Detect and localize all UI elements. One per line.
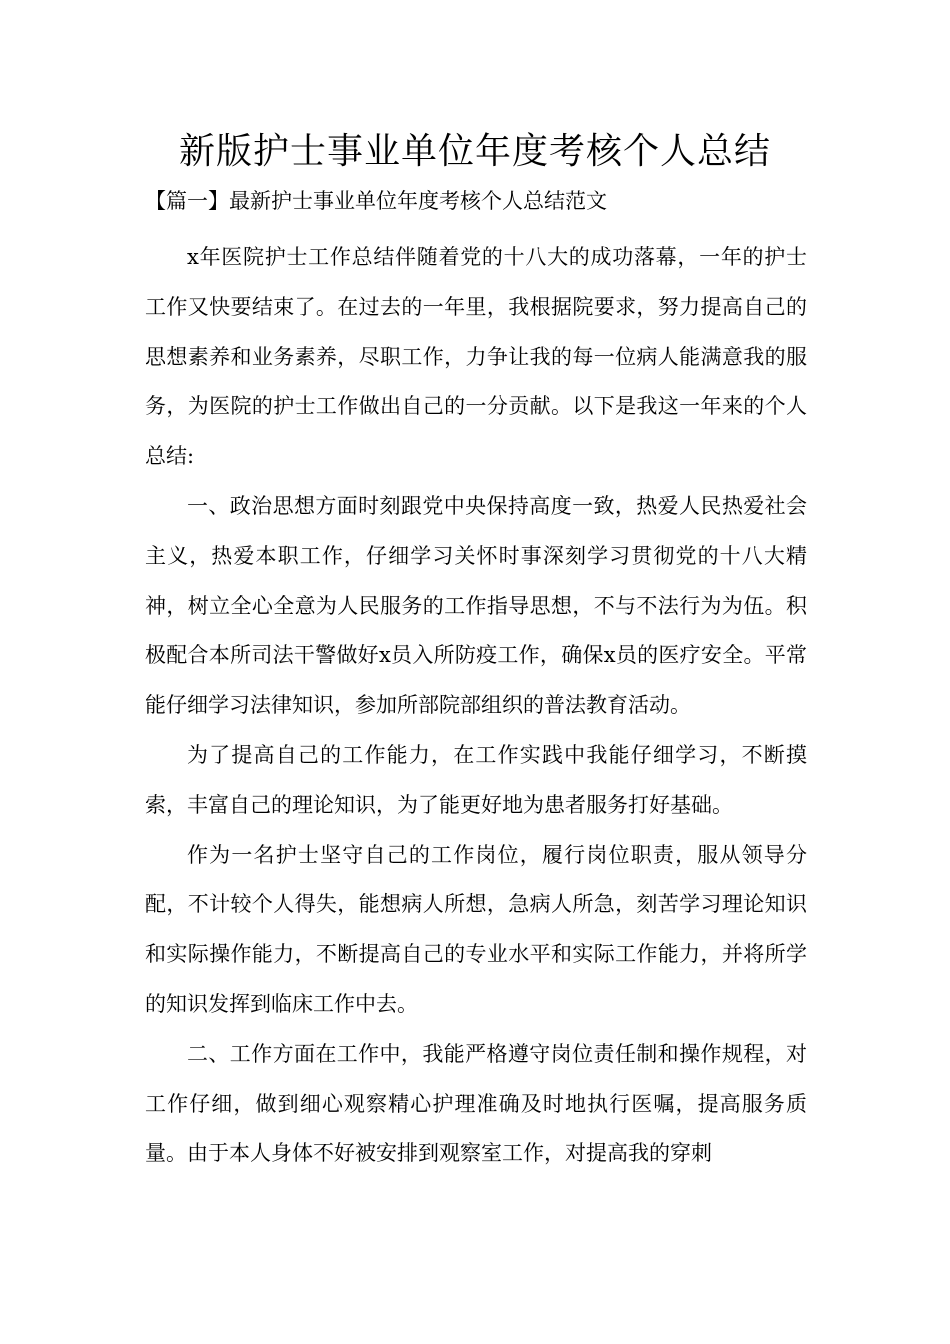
- paragraph-ability: 为了提高自己的工作能力，在工作实践中我能仔细学习，不断摸索，丰富自己的理论知识，为了能更好地为患者服务打好基础。: [145, 742, 807, 817]
- paragraph-duty: 作为一名护士坚守自己的工作岗位，履行岗位职责，服从领导分配，不计较个人得失，能想病人所想，急病人所急，刻苦学习理论知识和实际操作能力，不断提高自己的专业水平和实际工作能力，并将所学的知识发挥到临床工作中去。: [145, 842, 807, 1016]
- document-body: [145, 233, 807, 1179]
- document-title: 新版护士事业单位年度考核个人总结: [178, 131, 771, 172]
- paragraph-work: 二、工作方面在工作中，我能严格遵守岗位责任制和操作规程，对工作仔细，做到细心观察精心护理准确及时地执行医嘱，提高服务质量。由于本人身体不好被安排到观察室工作，对提高我的穿刺: [145, 1041, 807, 1166]
- paragraph-intro: x年医院护士工作总结伴随着党的十八大的成功落幕，一年的护士工作又快要结束了。在过去的一年里，我根据院要求，努力提高自己的思想素养和业务素养，尽职工作，力争让我的每一位病人能满意我的服务，为医院的护士工作做出自己的一分贡献。以下是我这一年来的个人总结:: [145, 245, 807, 469]
- paragraph-political: 一、政治思想方面时刻跟党中央保持高度一致，热爱人民热爱社会主义，热爱本职工作，仔细学习关怀时事深刻学习贯彻党的十八大精神，树立全心全意为人民服务的工作指导思想，不与不法行为为伍。积极配合本所司法干警做好x员入所防疫工作，确保x员的医疗安全。平常能仔细学习法律知识，参加所部院部组织的普法教育活动。: [145, 493, 807, 718]
- section-heading: 【篇一】最新护士事业单位年度考核个人总结范文: [145, 189, 607, 213]
